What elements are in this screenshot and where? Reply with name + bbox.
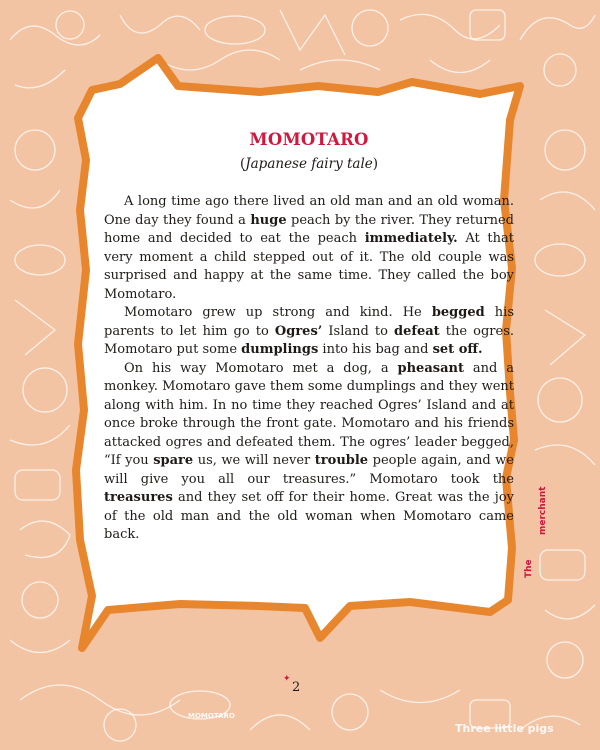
text-run: and a monkey. Momotaro gave them some dumplings and they went along with him. In no time they reached Ogres’ Island and at once broke through the front gate. Momotaro and his friends attacked ogres and defeated them. The ogres’ leader begged, “If you — [104, 360, 514, 468]
story-paragraph — [104, 360, 514, 545]
story-paragraph — [104, 193, 514, 304]
text-run: Island to — [322, 323, 395, 339]
vocab-word: immediately. — [364, 231, 458, 246]
vocab-word: Ogres’ — [274, 323, 323, 339]
story-paragraph — [104, 304, 514, 360]
text-run: Momotaro grew up strong and kind. He — [124, 305, 432, 320]
vocab-word: treasures — [104, 490, 173, 505]
border-label-right-a: The — [524, 559, 534, 578]
text-run: into his bag and — [318, 342, 433, 357]
text-run: and they set off for their home. Great was the joy of the old man and the old woman when Momotaro came back. — [104, 490, 514, 542]
border-label-right-b: merchant — [538, 486, 548, 535]
story-content — [104, 130, 514, 545]
text-run: peach by the river. They returned home and decided to eat the peach — [104, 212, 514, 246]
border-label-bottom-left: MOMOTARO — [188, 712, 235, 720]
vocab-word: pheasant — [397, 360, 464, 376]
border-label-bottom-right: Three little pigs — [455, 722, 554, 735]
vocab-word: trouble — [314, 453, 369, 468]
vocab-word: spare — [153, 453, 194, 468]
text-run: us, we will never — [193, 453, 315, 468]
vocab-word: defeat — [394, 323, 440, 339]
text-run: At that very moment a child stepped out of it. The old couple was surprised and happy at the same time. They called the boy Momotaro. — [104, 231, 514, 302]
text-run: On his way Momotaro met a dog, a — [124, 360, 398, 376]
vocab-word: dumplings — [241, 342, 319, 357]
vocab-word: begged — [431, 305, 485, 320]
story-subtitle: (Japanese fairy tale) — [239, 156, 379, 172]
star-icon: ✦ — [283, 674, 291, 684]
text-run: the ogres. Momotaro put some — [104, 323, 514, 357]
story-title: MOMOTARO — [249, 130, 369, 149]
story-body — [104, 193, 514, 545]
page-number: 2 — [292, 680, 301, 695]
text-run: A long time ago there lived an old man and an old woman. One day they found a — [104, 194, 514, 228]
text-run: his parents to let him go to — [104, 305, 514, 339]
vocab-word: set off. — [432, 342, 483, 357]
text-run: people again, and we will give you all our treasures.” Momotaro took the — [104, 453, 515, 487]
vocab-word: huge — [250, 212, 287, 228]
